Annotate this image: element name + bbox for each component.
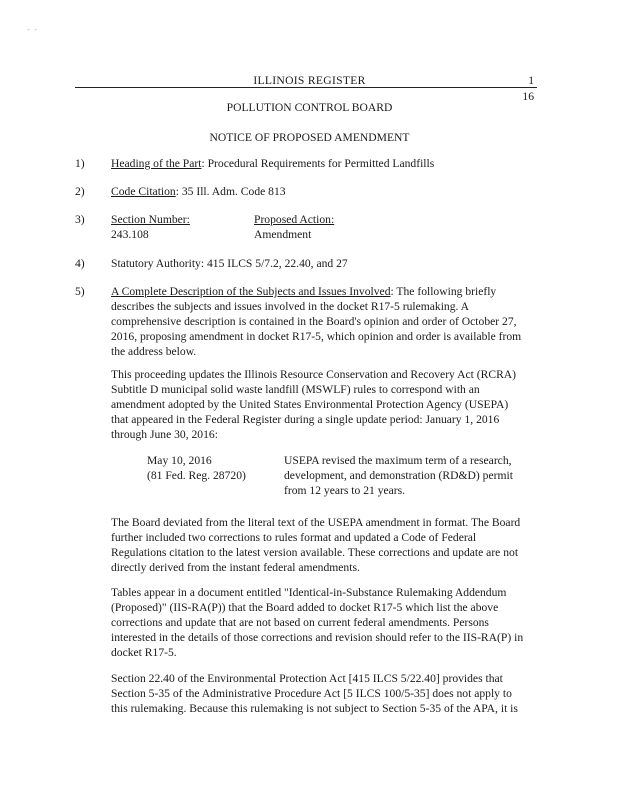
text-line: corrections and update that are not based on current federal amendments. Persons — [111, 616, 489, 629]
item-4-number: 4) — [75, 257, 85, 270]
text-line: from 12 years to 21 years. — [284, 484, 406, 497]
rcra-paragraph — [111, 367, 529, 442]
register-volume: 1 — [528, 74, 534, 87]
item-1-text: : Procedural Requirements for Permitted Landfills — [201, 157, 435, 170]
text-line: docket R17-5. — [111, 646, 177, 659]
text-line: directly derived from the instant federal amendments. — [111, 561, 360, 574]
section-paragraph — [111, 671, 529, 716]
register-page-number: 16 — [522, 90, 534, 103]
agency-name: POLLUTION CONTROL BOARD — [226, 101, 393, 114]
tables-paragraph — [111, 585, 529, 660]
text-line: (Proposed)" (IIS-RA(P)) that the Board added to docket R17-5 which list the above — [111, 601, 499, 614]
text-line: describes the subjects and issues involved in the docket R17-5 rulemaking. A — [111, 300, 470, 313]
section-number-value: 243.108 — [111, 228, 149, 241]
section-number-label: Section Number: — [111, 213, 190, 226]
text-line: USEPA revised the maximum term of a research, — [284, 454, 512, 467]
item-5-number: 5) — [75, 285, 85, 298]
item-1-heading — [111, 156, 434, 171]
item-5-label: A Complete Description of the Subjects and Issues Involved — [111, 285, 391, 298]
text-line: further included two corrections to rules format and updated a Code of Federal — [111, 531, 477, 544]
item-2-label: Code Citation — [111, 185, 176, 198]
item-2-code-citation — [111, 184, 286, 199]
notice-title: NOTICE OF PROPOSED AMENDMENT — [209, 131, 410, 144]
text-line: Section 22.40 of the Environmental Protection Act [415 ILCS 5/22.40] provides that — [111, 672, 503, 685]
text-line: comprehensive description is contained in the Board's opinion and order of October 27, — [111, 315, 517, 328]
header-divider — [75, 87, 537, 88]
text-line: that appeared in the Federal Register during a single update period: January 1, 2016 — [111, 413, 500, 426]
register-title: ILLINOIS REGISTER — [253, 74, 366, 87]
item-2-text: : 35 Ill. Adm. Code 813 — [175, 185, 286, 198]
statutory-authority: Statutory Authority: 415 ILCS 5/7.2, 22.40, and 27 — [111, 257, 348, 270]
text-line: Tables appear in a document entitled "Identical-in-Substance Rulemaking Addendum — [111, 586, 507, 599]
item-2-number: 2) — [75, 185, 85, 198]
item-5-first-line-rest: : The following briefly — [390, 285, 497, 298]
item-3-number: 3) — [75, 213, 85, 226]
text-line: through June 30, 2016: — [111, 428, 218, 441]
text-line: this rulemaking. Because this rulemaking is not subject to Section 5-35 of the APA, it is — [111, 702, 518, 715]
text-line: the address below. — [111, 345, 197, 358]
update-citation: (81 Fed. Reg. 28720) — [147, 469, 246, 482]
text-line: This proceeding updates the Illinois Resource Conservation and Recovery Act (RCRA) — [111, 368, 517, 381]
text-line: Regulations citation to the latest version available. These corrections and update are not — [111, 546, 519, 559]
text-line: 2016, proposing amendment in docket R17-5, which opinion and order is available from — [111, 330, 522, 343]
text-line: Subtitle D municipal solid waste landfill (MSWLF) rules to correspond with an — [111, 383, 480, 396]
update-description — [284, 453, 534, 498]
item-5-description — [111, 284, 529, 359]
scan-corner-mark: - - — [27, 24, 39, 34]
proposed-action-value: Amendment — [254, 228, 312, 241]
proposed-action-label: Proposed Action: — [254, 213, 335, 226]
text-line: The Board deviated from the literal text of the USEPA amendment in format. The Board — [111, 516, 521, 529]
deviation-paragraph — [111, 515, 529, 575]
update-date: May 10, 2016 — [147, 454, 212, 467]
text-line: development, and demonstration (RD&D) permit — [284, 469, 513, 482]
text-line: Section 5-35 of the Administrative Procedure Act [5 ILCS 100/5-35] does not apply to — [111, 687, 512, 700]
item-1-label: Heading of the Part — [111, 157, 202, 170]
item-1-number: 1) — [75, 157, 85, 170]
item-5-first-line — [111, 284, 529, 299]
text-line: amendment adopted by the United States Environmental Protection Agency (USEPA) — [111, 398, 509, 411]
text-line: interested in the details of those corrections and revision should refer to the IIS-RA(P) in — [111, 631, 524, 644]
